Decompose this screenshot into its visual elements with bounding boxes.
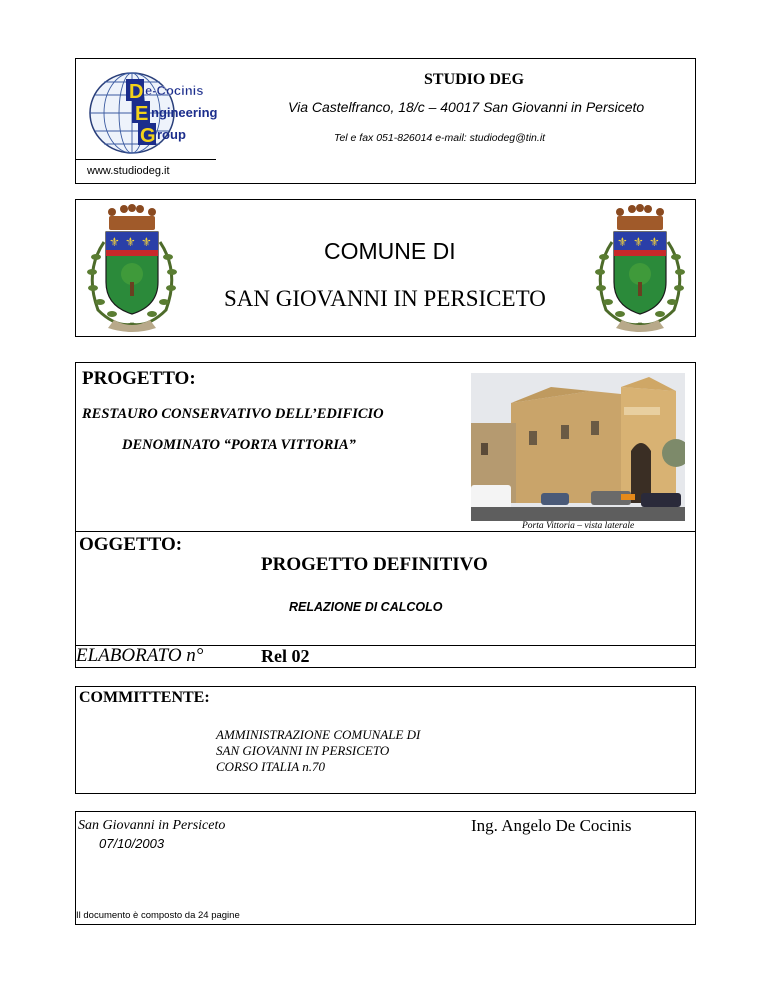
- svg-text:⚜: ⚜: [125, 235, 136, 249]
- studio-address: Via Castelfranco, 18/c – 40017 San Giovanni in Persiceto: [288, 99, 645, 115]
- project-block: [75, 362, 696, 668]
- studio-deg-logo: [86, 67, 256, 157]
- footer-engineer: Ing. Angelo De Cocinis: [471, 816, 632, 835]
- svg-text:⚜: ⚜: [109, 235, 120, 249]
- footer-place: San Giovanni in Persiceto: [78, 818, 226, 833]
- oggetto-subtitle: RELAZIONE DI CALCOLO: [289, 600, 443, 614]
- progetto-label: PROGETTO:: [82, 368, 196, 389]
- logo-word-2: ngineering: [151, 105, 218, 120]
- committente-line1: AMMINISTRAZIONE COMUNALE DI: [216, 727, 421, 742]
- committente-label: COMMITTENTE:: [79, 689, 210, 706]
- photo-caption: Porta Vittoria – vista laterale: [522, 521, 635, 531]
- elaborato-label: ELABORATO n°: [76, 645, 204, 666]
- svg-text:⚜: ⚜: [617, 235, 628, 249]
- committente-box: [75, 686, 696, 794]
- oggetto-label: OGGETTO:: [79, 534, 183, 555]
- studio-name: STUDIO DEG: [424, 71, 525, 88]
- studio-contacts: Tel e fax 051-826014 e-mail: studiodeg@tin.it: [334, 132, 546, 144]
- svg-text:⚜: ⚜: [633, 235, 644, 249]
- svg-text:⚜: ⚜: [649, 235, 660, 249]
- progetto-title-line1: RESTAURO CONSERVATIVO DELL’EDIFICIO: [82, 406, 384, 422]
- comune-line2: SAN GIOVANNI IN PERSICETO: [224, 286, 546, 311]
- footer-pages-note: Il documento è composto da 24 pagine: [76, 910, 240, 921]
- studio-header: [75, 58, 696, 184]
- progetto-title-line2: DENOMINATO “PORTA VITTORIA”: [122, 437, 356, 453]
- logo-letter-g: G: [140, 125, 156, 147]
- committente-line2: SAN GIOVANNI IN PERSICETO: [216, 743, 390, 758]
- studio-website: www.studiodeg.it: [87, 165, 170, 177]
- committente-line3: CORSO ITALIA n.70: [216, 759, 325, 774]
- logo-letter-d: D: [129, 81, 144, 103]
- comune-box: [75, 199, 696, 337]
- coat-of-arms-icon: [76, 202, 188, 334]
- oggetto-title: PROGETTO DEFINITIVO: [261, 554, 488, 575]
- logo-word-3: roup: [157, 127, 186, 142]
- coat-of-arms-icon-right: [584, 202, 696, 334]
- signature-box: [75, 811, 696, 925]
- logo-letter-e: E: [135, 103, 149, 125]
- elaborato-value: Rel 02: [261, 646, 310, 666]
- comune-line1: COMUNE DI: [324, 238, 456, 264]
- svg-text:⚜: ⚜: [141, 235, 152, 249]
- porta-vittoria-photo: [471, 373, 685, 521]
- logo-word-1: e-Cocinis: [145, 83, 204, 98]
- footer-date: 07/10/2003: [99, 836, 165, 851]
